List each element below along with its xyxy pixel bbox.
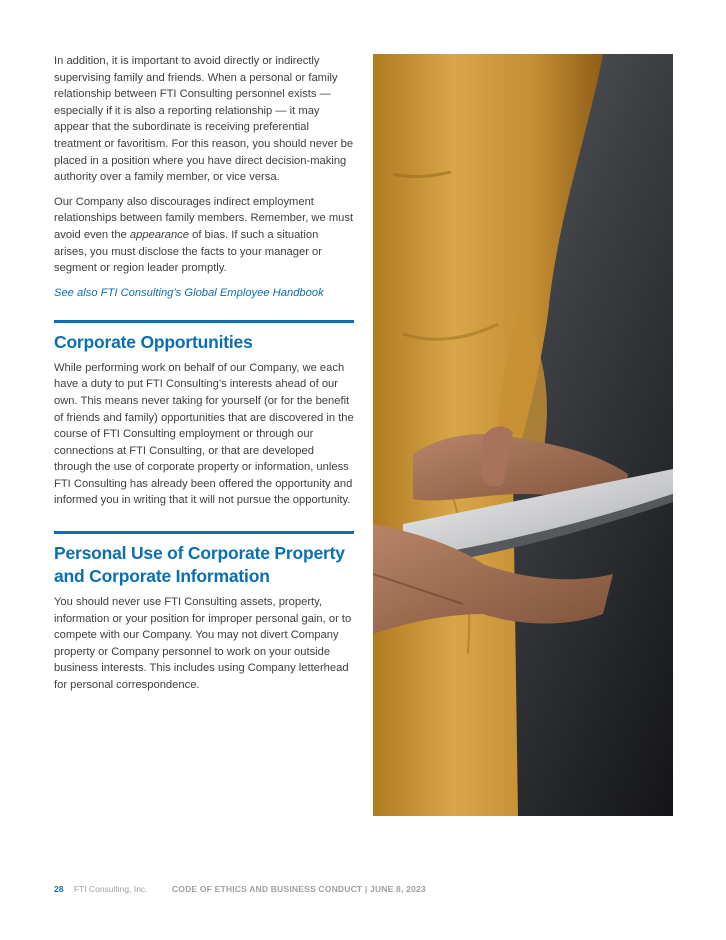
section-divider-2 xyxy=(54,531,354,534)
section-divider-1 xyxy=(54,320,354,323)
page-footer xyxy=(54,884,426,894)
intro-p2-before: Our Company also discourages indirect employment relationships between family members. Remember, we must avoid even the xyxy=(54,195,354,241)
page-number: 28 xyxy=(54,884,64,894)
person-holding-smartphone-photo xyxy=(373,54,673,816)
intro-paragraph-2 xyxy=(54,194,354,277)
footer-company: FTI Consulting, Inc. xyxy=(73,884,148,894)
intro-p2-emphasis: appearance xyxy=(129,228,189,241)
intro-paragraph-1: In addition, it is important to avoid directly or indirectly supervising family and friends. When a personal or family relationship between FTI Consulting personnel exists — especially if it is also a reporting relationship — it may appear that the subordinate is receiving preferential treatment or favoritism. For this reason, you should never be placed in a position where you have direct decision-making authority over a family member, or vice versa. xyxy=(54,55,354,184)
corporate-opportunities-body: While performing work on behalf of our Company, we each have a duty to put FTI Consulting’s interests ahead of our own. This means never taking for yourself (or for the benefit of friends and family) opportunities that are discovered in the course of FTI Consulting employment or through our connections at FTI Consulting, or that are developed through the use of corporate property or information, unless FTI Consulting has already been offered the opportunity and informed you in writing that it will not pursue the opportunity. xyxy=(54,361,354,507)
personal-use-body: You should never use FTI Consulting assets, property, information or your position for improper personal gain, or to compete with our Company. You may not divert Company property or Company personnel to work on your outside business interests. This includes using Company letterhead for personal correspondence. xyxy=(54,596,352,692)
see-also-link[interactable]: See also FTI Consulting’s Global Employee Handbook xyxy=(54,286,324,299)
personal-use-heading: Personal Use of Corporate Property and Corporate Information xyxy=(54,543,345,587)
main-text-column xyxy=(54,53,354,702)
intro-p2-after: of bias. If such a situation arises, you must disclose the facts to your manager or segment or region leader promptly. xyxy=(54,228,322,275)
footer-document-title: CODE OF ETHICS AND BUSINESS CONDUCT | JUNE 8, 2023 xyxy=(171,884,426,894)
corporate-opportunities-heading: Corporate Opportunities xyxy=(54,331,253,352)
